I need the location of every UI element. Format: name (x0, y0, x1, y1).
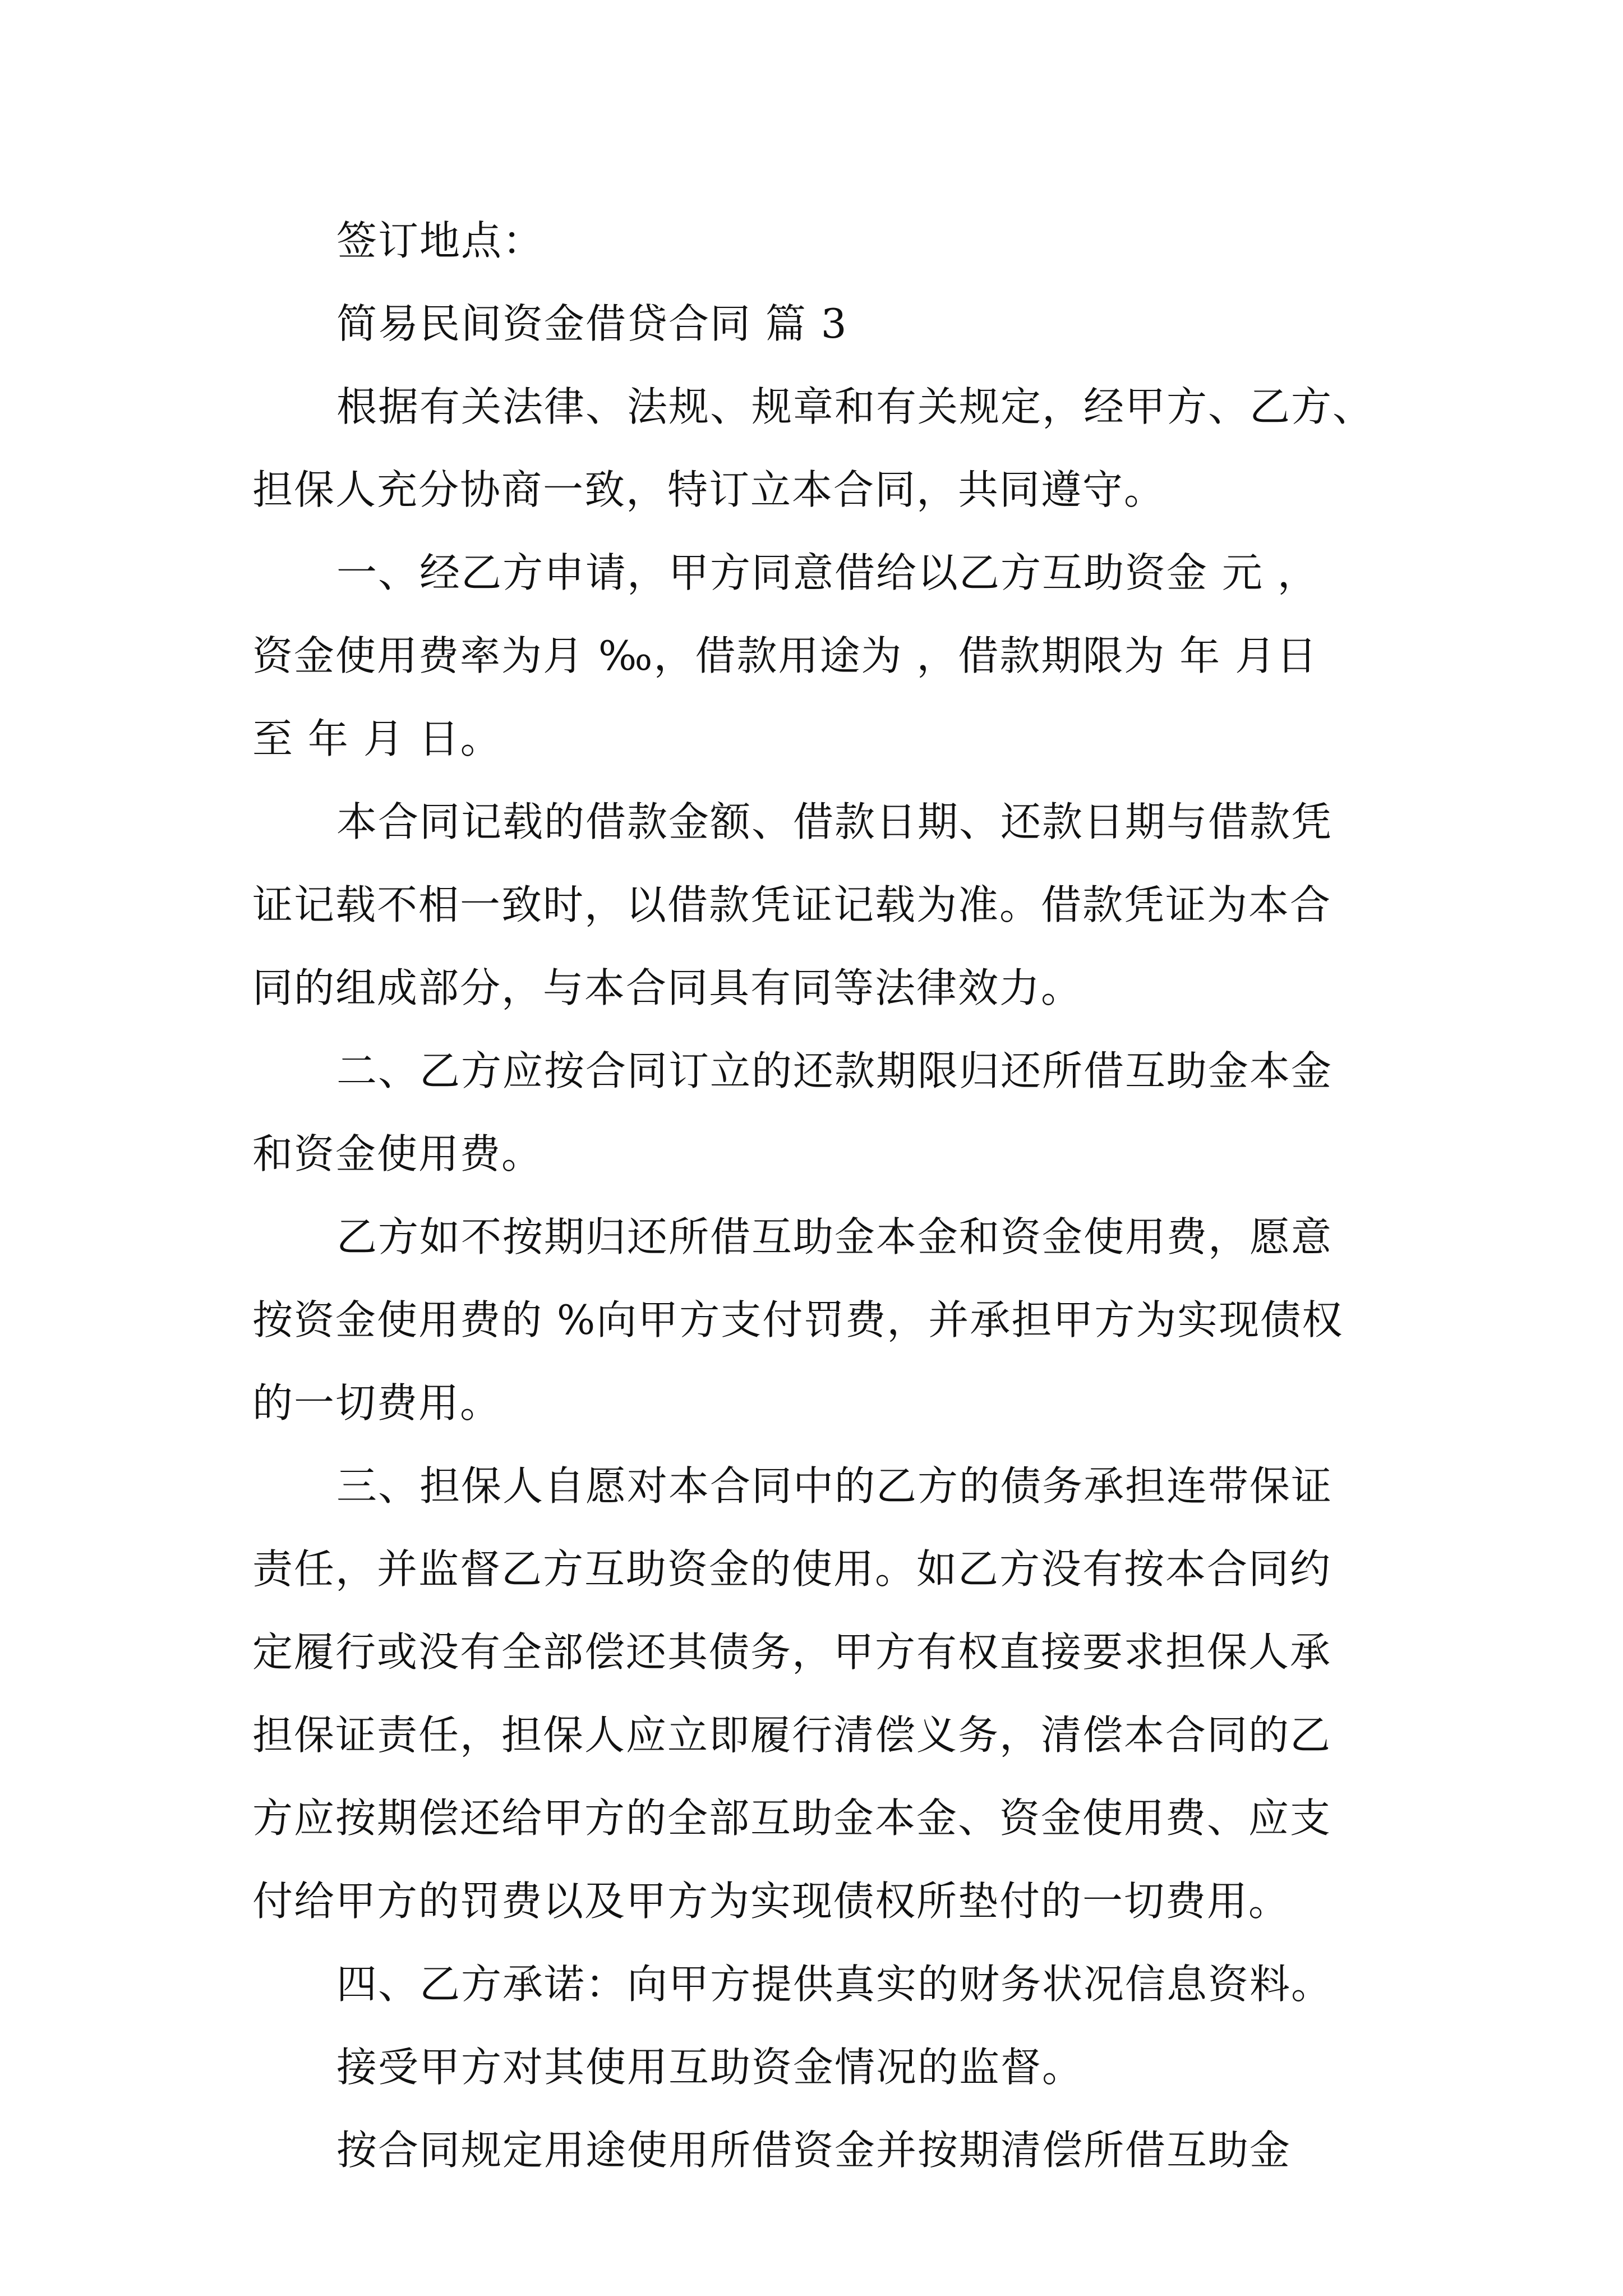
text-line: 乙方如不按期归还所借互助金本金和资金使用费，愿意 (336, 1213, 1333, 1260)
text-line: 本合同记载的借款金额、借款日期、还款日期与借款凭 (336, 798, 1333, 845)
text-line: 签订地点： (336, 217, 545, 264)
text-line: 定履行或没有全部偿还其债务，甲方有权直接要求担保人承 (252, 1628, 1332, 1676)
text-line: 三、担保人自愿对本合同中的乙方的债务承担连带保证 (336, 1462, 1333, 1510)
text-line: 和资金使用费。 (252, 1130, 543, 1177)
text-line: 担保证责任，担保人应立即履行清偿义务，清偿本合同的乙 (252, 1711, 1332, 1759)
contract-body (252, 199, 1402, 2192)
text-line: 方应按期偿还给甲方的全部互助金本金、资金使用费、应支 (252, 1795, 1332, 1842)
text-line: 证记载不相一致时，以借款凭证记载为准。借款凭证为本合 (252, 881, 1332, 928)
text-line: 按合同规定用途使用所借资金并按期清偿所借互助金 (336, 2127, 1292, 2174)
text-line: 的一切费用。 (252, 1379, 502, 1427)
text-line: 简易民间资金借贷合同 篇 3 (336, 300, 848, 347)
text-line: 至 年 月 日。 (252, 715, 502, 762)
text-line: 根据有关法律、法规、规章和有关规定，经甲方、乙方、 (336, 383, 1375, 430)
text-line: 一、经乙方申请，甲方同意借给以乙方互助资金 元 ， (336, 549, 1319, 596)
text-line: 四、乙方承诺：向甲方提供真实的财务状况信息资料。 (336, 1961, 1333, 2008)
text-line: 按资金使用费的 %向甲方支付罚费，并承担甲方为实现债权 (252, 1296, 1344, 1343)
text-line: 责任，并监督乙方互助资金的使用。如乙方没有按本合同约 (252, 1545, 1332, 1593)
text-line: 接受甲方对其使用互助资金情况的监督。 (336, 2044, 1084, 2091)
text-line: 担保人充分协商一致，特订立本合同，共同遵守。 (252, 466, 1166, 513)
text-line: 资金使用费率为月 ‰，借款用途为 ，借款期限为 年 月日 (252, 632, 1318, 679)
text-line: 付给甲方的罚费以及甲方为实现债权所垫付的一切费用。 (252, 1878, 1290, 1925)
text-line: 二、乙方应按合同订立的还款期限归还所借互助金本金 (336, 1047, 1333, 1094)
text-line: 同的组成部分，与本合同具有同等法律效力。 (252, 964, 1083, 1011)
